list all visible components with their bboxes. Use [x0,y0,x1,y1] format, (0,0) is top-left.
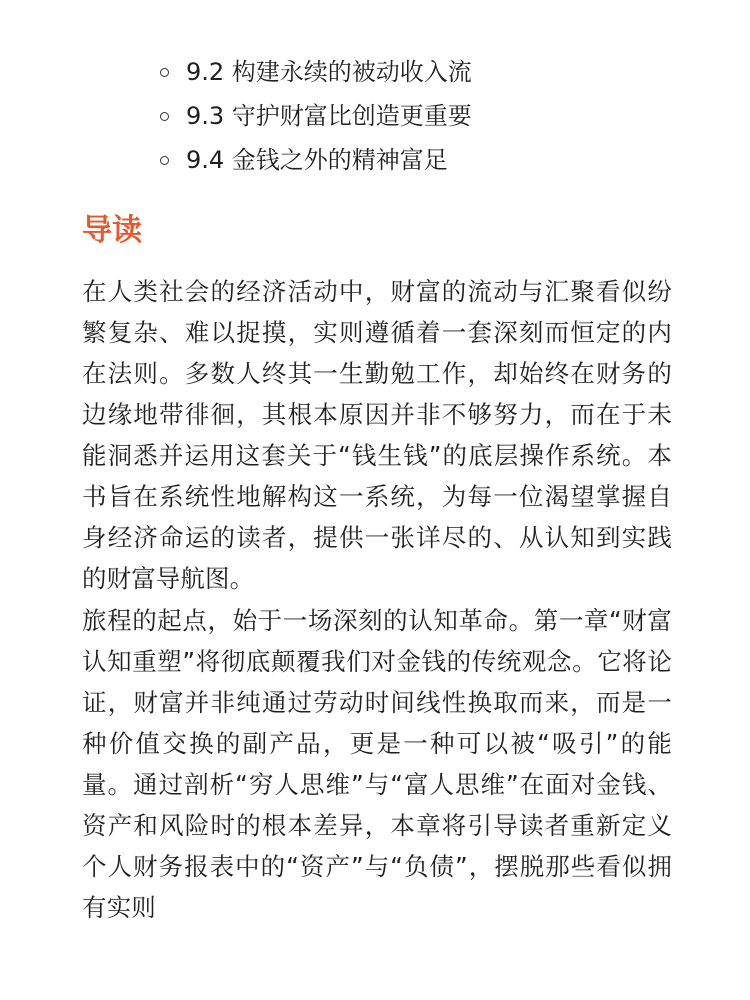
toc-item-label: 9.3 守护财富比创造更重要 [186,102,472,130]
section-heading: 导读 [82,213,142,248]
body-paragraph: 在人类社会的经济活动中，财富的流动与汇聚看似纷繁复杂、难以捉摸，实则遵循着一套深刻而恒定的内在法则。多数人终其一生勤勉工作，却始终在财务的边缘地带徘徊，其根本原因并非不够努力，而在于未能洞悉并运用这套关于“钱生钱”的底层操作系统。本书旨在系统性地解构这一系统，为每一位渴望掌握自身经济命运的读者，提供一张详尽的、从认知到实践的财富导航图。 [82,277,672,593]
body-paragraph: 旅程的起点，始于一场深刻的认知革命。第一章“财富认知重塑”将彻底颠覆我们对金钱的传统观念。它将论证，财富并非纯通过劳动时间线性换取而来，而是一种价值交换的副产品，更是一种可以被“吸引”的能量。通过剖析“穷人思维”与“富人思维”在面对金钱、资产和风险时的根本差异，本章将引导读者重新定义个人财务报表中的“资产”与“负债”，摆脱那些看似拥有实则 [82,606,672,922]
table-of-contents-list [160,50,472,182]
toc-item[interactable] [160,94,472,138]
hollow-circle-bullet-icon [160,156,169,165]
toc-item[interactable] [160,50,472,94]
toc-item-label: 9.2 构建永续的被动收入流 [186,58,472,86]
hollow-circle-bullet-icon [160,112,169,121]
toc-item-label: 9.4 金钱之外的精神富足 [186,146,448,174]
hollow-circle-bullet-icon [160,68,169,77]
toc-item[interactable] [160,138,472,182]
